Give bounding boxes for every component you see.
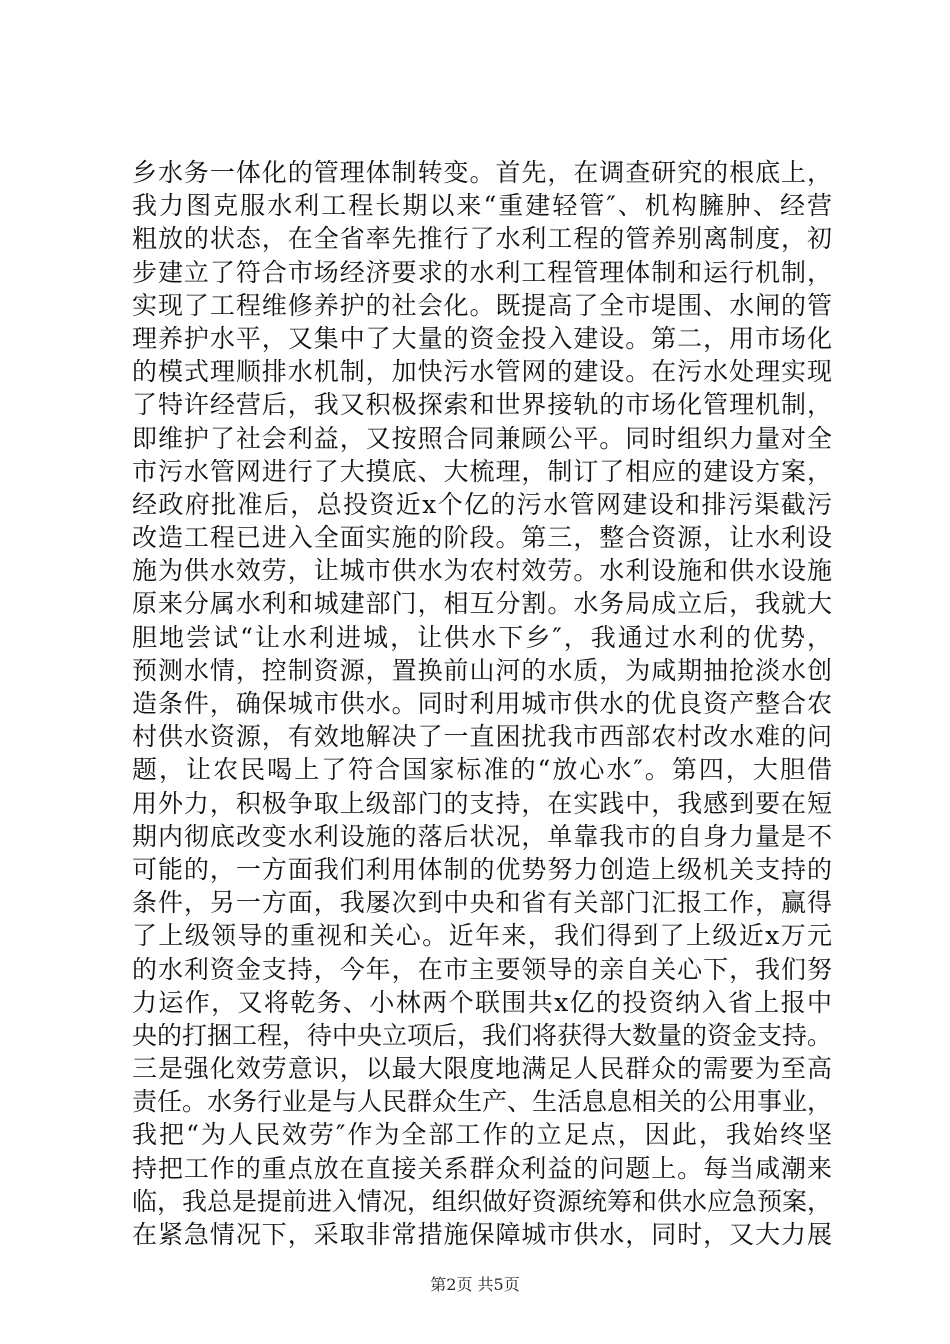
text-line: 市污水管网进行了大摸底、大梳理，制订了相应的建设方案， xyxy=(132,456,832,486)
text-line: 我力图克服水利工程长期以来“重建轻管″、机构臃肿、经营 xyxy=(132,191,832,221)
text-line: 题，让农民喝上了符合国家标准的“放心水″。第四，大胆借 xyxy=(132,755,832,785)
text-line: 粗放的状态，在全省率先推行了水利工程的管养别离制度，初 xyxy=(132,224,832,254)
text-line: 可能的，一方面我们利用体制的优势努力创造上级机关支持的 xyxy=(132,854,832,884)
text-line: 实现了工程维修养护的社会化。既提高了全市堤围、水闸的管 xyxy=(132,290,832,320)
text-line: 央的打捆工程，待中央立项后，我们将获得大数量的资金支持。 xyxy=(132,1020,833,1050)
text-line: 原来分属水利和城建部门，相互分割。水务局成立后，我就大 xyxy=(132,589,832,619)
text-line: 乡水务一体化的管理体制转变。首先，在调查研究的根底上， xyxy=(132,158,832,187)
text-line: 在紧急情况下，采取非常措施保障城市供水，同时，又大力展 xyxy=(132,1220,832,1249)
text-line: 胆地尝试“让水利进城，让供水下乡″，我通过水利的优势， xyxy=(132,622,832,652)
text-line: 持把工作的重点放在直接关系群众利益的问题上。每当咸潮来 xyxy=(132,1153,832,1183)
text-line: 临，我总是提前进入情况，组织做好资源统筹和供水应急预案， xyxy=(132,1186,833,1216)
text-line: 造条件，确保城市供水。同时利用城市供水的优良资产整合农 xyxy=(132,689,832,718)
text-line: 我把“为人民效劳″作为全部工作的立足点，因此，我始终坚 xyxy=(132,1120,832,1150)
text-line: 预测水情，控制资源，置换前山河的水质，为咸期抽抢淡水创 xyxy=(132,655,832,685)
text-line: 了特许经营后，我又积极探索和世界接轨的市场化管理机制， xyxy=(132,390,832,420)
body-text xyxy=(132,156,832,1251)
text-line: 三是强化效劳意识，以最大限度地满足人民群众的需要为至高 xyxy=(132,1054,832,1084)
text-line: 村供水资源，有效地解决了一直困扰我市西部农村改水难的问 xyxy=(132,722,832,752)
page-footer: 第2页 共5页 xyxy=(430,1275,520,1294)
text-line: 责任。水务行业是与人民群众生产、生活息息相关的公用事业， xyxy=(132,1087,833,1117)
text-line: 用外力，积极争取上级部门的支持，在实践中，我感到要在短 xyxy=(132,788,832,818)
text-line: 的水利资金支持，今年，在市主要领导的亲自关心下，我们努 xyxy=(132,954,832,984)
text-line: 施为供水效劳，让城市供水为农村效劳。水利设施和供水设施 xyxy=(132,556,832,586)
text-line: 了上级领导的重视和关心。近年来，我们得到了上级近x万元 xyxy=(132,921,832,951)
text-line: 即维护了社会利益，又按照合同兼顾公平。同时组织力量对全 xyxy=(132,423,832,453)
text-line: 力运作，又将乾务、小林两个联围共x亿的投资纳入省上报中 xyxy=(132,987,832,1017)
text-line: 期内彻底改变水利设施的落后状况，单靠我市的自身力量是不 xyxy=(132,821,832,851)
text-line: 步建立了符合市场经济要求的水利工程管理体制和运行机制， xyxy=(132,257,832,287)
text-line: 经政府批准后，总投资近x个亿的污水管网建设和排污渠截污 xyxy=(132,489,832,519)
text-line: 理养护水平，又集中了大量的资金投入建设。第二，用市场化 xyxy=(132,323,832,353)
text-line: 条件，另一方面，我屡次到中央和省有关部门汇报工作，赢得 xyxy=(132,888,832,918)
text-line: 改造工程已进入全面实施的阶段。第三，整合资源，让水利设 xyxy=(132,523,832,553)
text-line: 的模式理顺排水机制，加快污水管网的建设。在污水处理实现 xyxy=(132,357,832,387)
